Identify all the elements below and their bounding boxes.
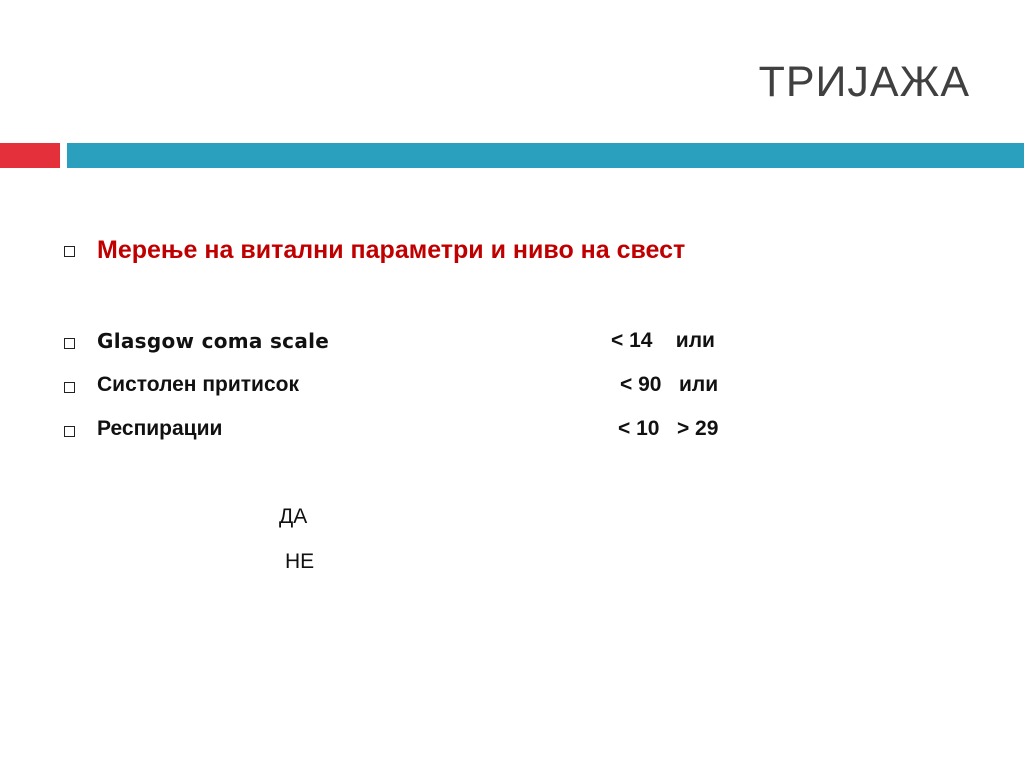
hollow-square-bullet-icon [64, 426, 75, 437]
slide-title: ТРИЈАЖА [758, 58, 970, 106]
heading-text: Мерење на витални параметри и ниво на свест [97, 236, 686, 264]
answer-yes: ДА [279, 505, 308, 528]
criteria-value: < 90 или [620, 373, 719, 396]
hollow-square-bullet-icon [64, 338, 75, 349]
criteria-label: Респирации [97, 417, 223, 440]
criteria-value: < 14 или [611, 329, 715, 352]
hollow-square-bullet-icon [64, 382, 75, 393]
criteria-label: Систолен притисок [97, 373, 299, 396]
criteria-value: < 10 > 29 [618, 417, 719, 440]
hollow-square-bullet-icon [64, 246, 75, 257]
answer-no: НЕ [285, 550, 315, 573]
accent-bar-blue [67, 143, 1024, 168]
criteria-label: Glasgow coma scale [97, 329, 330, 353]
accent-bar-red [0, 143, 60, 168]
